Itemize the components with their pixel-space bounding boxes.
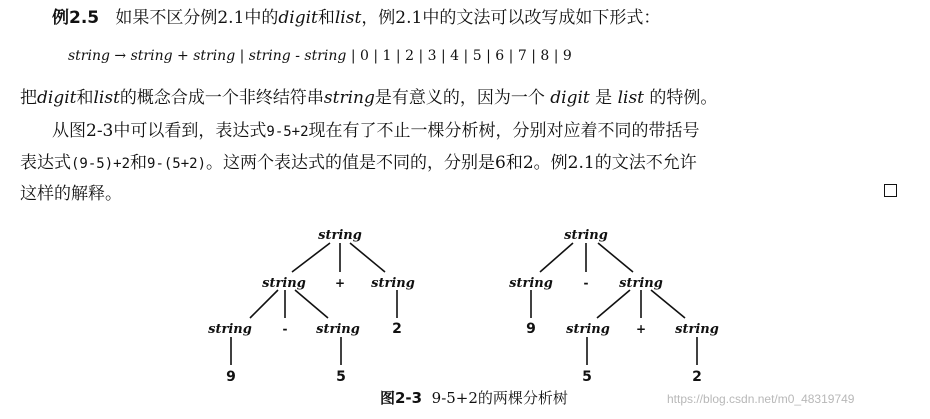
watermark-url: https://blog.csdn.net/m0_48319749 (667, 392, 855, 406)
tree-edge (597, 290, 630, 318)
term-list: list (617, 88, 645, 108)
figure-number: 图2-3 (380, 389, 423, 407)
grammar-bar: | (395, 48, 401, 64)
grammar-digit: 6 (495, 48, 505, 64)
para2-text: 这样的解释。 (20, 184, 122, 204)
tree-node-string: string (566, 322, 610, 337)
tree-node-string: string (675, 322, 719, 337)
figure-caption (380, 387, 568, 408)
para1-text: 的特例。 (644, 88, 718, 108)
tree-node-string: string (564, 228, 608, 243)
tree-leaf-5: 5 (582, 369, 592, 385)
tree-edge (598, 243, 633, 272)
para1-text: 是有意义的，因为一个 (374, 88, 551, 108)
para2-text: 表达式 (20, 153, 71, 173)
grammar-bar: | (508, 48, 514, 64)
tree-edge (350, 243, 385, 272)
grammar-bar: | (441, 48, 446, 64)
tree-leaf-5: 5 (336, 369, 346, 385)
grammar-digit: 9 (562, 48, 572, 64)
grammar-alt1: string + string (130, 48, 236, 64)
grammar-bar: | (239, 48, 245, 64)
grammar-lhs: string (68, 48, 110, 64)
grammar-digit: 0 (359, 48, 369, 64)
tree-leaf-minus: - (282, 322, 288, 336)
tree-leaf-plus: + (334, 276, 346, 290)
grammar-digit: 5 (472, 48, 482, 64)
expression: (9-5)+2 (71, 156, 131, 172)
tree-node-string: string (371, 276, 415, 291)
tree-node-string: string (619, 276, 663, 291)
expression: 9-5+2 (266, 124, 309, 140)
grammar-bar: | (463, 48, 469, 64)
expression: 9-(5+2) (147, 156, 207, 172)
figure-caption-text: 9-5+2的两棵分析树 (431, 389, 568, 407)
grammar-alt2: string - string (248, 48, 347, 64)
tree-leaf-minus: - (583, 276, 589, 290)
grammar-bar: | (486, 48, 491, 64)
para1-text: 把 (20, 88, 37, 108)
grammar-digit: 2 (405, 48, 414, 64)
para2-text: 从图2-3中可以看到，表达式 (52, 121, 267, 141)
tree-node-string: string (509, 276, 553, 291)
tree-nonterminals (208, 228, 719, 337)
grammar-bar: | (373, 48, 379, 64)
tree-edge (540, 243, 573, 272)
grammar-arrow: → (114, 48, 127, 64)
para2-text: 。这两个表达式的值是不同的，分别是6和2。例2.1的文法不允许 (206, 153, 697, 173)
grammar-digit: 7 (517, 48, 527, 64)
term-digit: digit (550, 88, 590, 108)
para1-text: 和 (76, 88, 94, 108)
tree-edge (295, 290, 328, 318)
tree-node-string: string (262, 276, 306, 291)
para2-text: 现在有了不止一棵分析树，分别对应着不同的带括号 (308, 121, 700, 141)
tree-leaf-2: 2 (692, 369, 702, 385)
grammar-bar: | (553, 48, 559, 64)
term-string: string (323, 88, 375, 108)
grammar-bar: | (418, 48, 424, 64)
grammar-digit: 4 (450, 48, 460, 64)
tree-edge (292, 243, 330, 272)
tree-edges (231, 243, 697, 365)
term-digit: digit (37, 88, 77, 108)
tree-leaf-2: 2 (392, 321, 402, 337)
term-list: list (93, 88, 120, 108)
example-text-c: ，例2.1中的文法可以改写成如下形式： (361, 8, 661, 28)
tree-node-string: string (318, 228, 362, 243)
para1-text: 的概念合成一个非终结符串 (119, 88, 324, 108)
term-digit: digit (278, 8, 318, 28)
example-label: 例2.5 (52, 8, 100, 28)
grammar-bar: | (531, 48, 536, 64)
tree-node-string: string (208, 322, 252, 337)
grammar-digit: 8 (540, 48, 550, 64)
tree-edge (250, 290, 278, 318)
example-text-a: 如果不区分例2.1中的 (115, 8, 279, 28)
para1-text: 是 (589, 88, 618, 108)
para2-text: 和 (130, 153, 148, 173)
grammar-digit: 1 (382, 48, 392, 64)
tree-leaf-9: 9 (226, 369, 236, 385)
grammar-bar: | (350, 48, 356, 64)
grammar-digit: 3 (427, 48, 437, 64)
tree-node-string: string (316, 322, 360, 337)
tree-leaf-9: 9 (526, 321, 536, 337)
tree-edge (651, 290, 685, 318)
term-list: list (334, 8, 362, 28)
example-text-b: 和 (317, 8, 335, 28)
tree-leaf-plus: + (635, 322, 647, 336)
